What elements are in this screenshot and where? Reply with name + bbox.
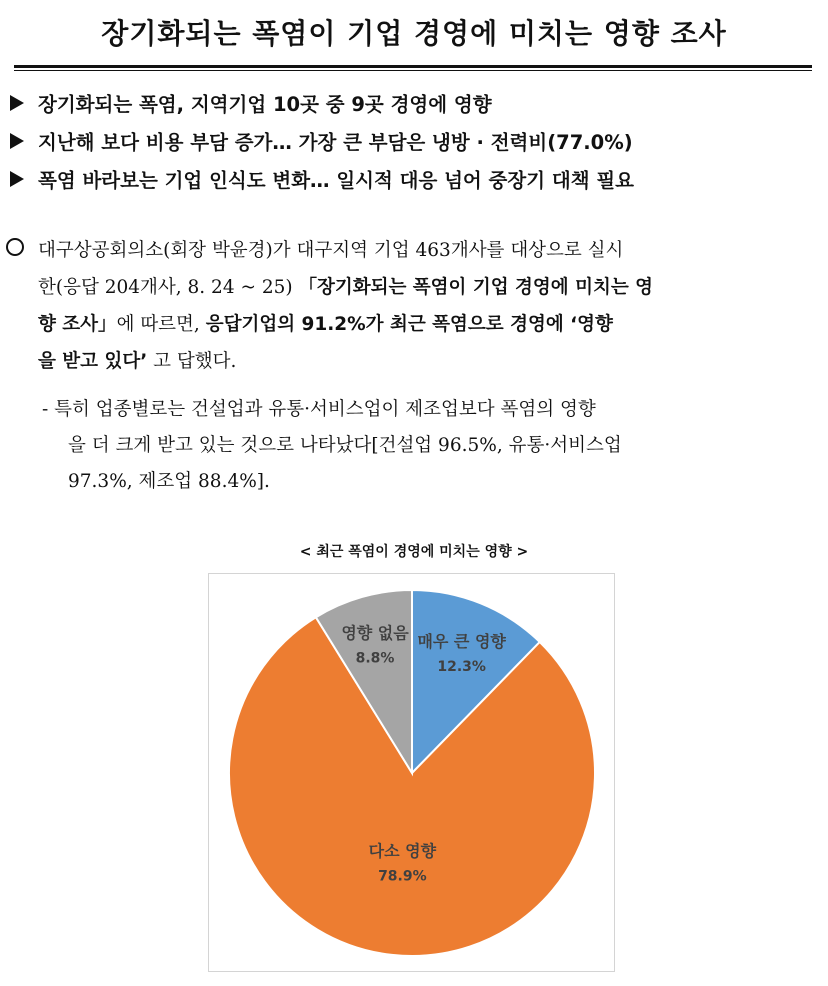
pie-slice-label: 다소 영향 (368, 841, 437, 861)
survey-title-text: 향 조사」 (38, 314, 117, 335)
chart-title: < 최근 폭염이 경영에 미치는 영향 > (299, 544, 529, 560)
summary-bullet (8, 84, 820, 122)
pie-slice-value: 78.9% (378, 868, 427, 885)
summary-bullet (8, 122, 820, 160)
document-title: 장기화되는 폭염이 기업 경영에 미치는 영향 조사 (101, 17, 727, 50)
summary-bullets (8, 84, 820, 198)
key-finding-text: 응답기업의 91.2%가 최근 폭염으로 경영에 ‘영향 (205, 314, 613, 335)
circle-bullet-icon (6, 238, 24, 256)
pie-slice-value: 8.8% (355, 650, 395, 667)
summary-bullet-text: 폭염 바라보는 기업 인식도 변화… 일시적 대응 넘어 중장기 대책 필요 (38, 169, 634, 192)
paragraph-line: 대구상공회의소(회장 박윤경)가 대구지역 기업 463개사를 대상으로 실시 (38, 240, 624, 261)
paragraph-text: 에 따르면, (116, 314, 206, 335)
summary-bullet-text: 지난해 보다 비용 부담 증가… 가장 큰 부담은 냉방 · 전력비(77.0%) (38, 131, 633, 154)
title-divider-thin (14, 70, 812, 71)
paragraph-line (38, 343, 818, 380)
paragraph-text: 한(응답 204개사, 8. 24 ~ 25) (38, 277, 299, 298)
pie-chart (209, 574, 614, 971)
summary-bullet-text: 장기화되는 폭염, 지역기업 10곳 중 9곳 경영에 영향 (38, 93, 492, 116)
key-finding-text: 을 받고 있다’ (38, 351, 148, 372)
triangle-bullet-icon (10, 95, 24, 111)
triangle-bullet-icon (10, 171, 24, 187)
detail-paragraph (42, 392, 818, 500)
chart-frame (208, 573, 615, 972)
main-paragraph (38, 232, 818, 380)
title-divider (14, 65, 812, 68)
survey-title-text: 「장기화되는 폭염이 기업 경영에 미치는 영 (298, 277, 654, 298)
paragraph-line (38, 306, 818, 343)
detail-line: - 특히 업종별로는 건설업과 유통·서비스업이 제조업보다 폭염의 영향 (42, 399, 596, 420)
pie-slice-label: 매우 큰 영향 (417, 631, 506, 651)
paragraph-line (38, 269, 818, 306)
summary-bullet (8, 160, 820, 198)
triangle-bullet-icon (10, 133, 24, 149)
paragraph-text: 고 답했다. (153, 351, 237, 372)
pie-slice-value: 12.3% (437, 658, 486, 675)
detail-line: 을 더 크게 받고 있는 것으로 나타났다[건설업 96.5%, 유통·서비스업 (68, 435, 622, 456)
pie-slice-label: 영향 없음 (341, 623, 409, 643)
detail-line: 97.3%, 제조업 88.4%]. (68, 471, 270, 492)
